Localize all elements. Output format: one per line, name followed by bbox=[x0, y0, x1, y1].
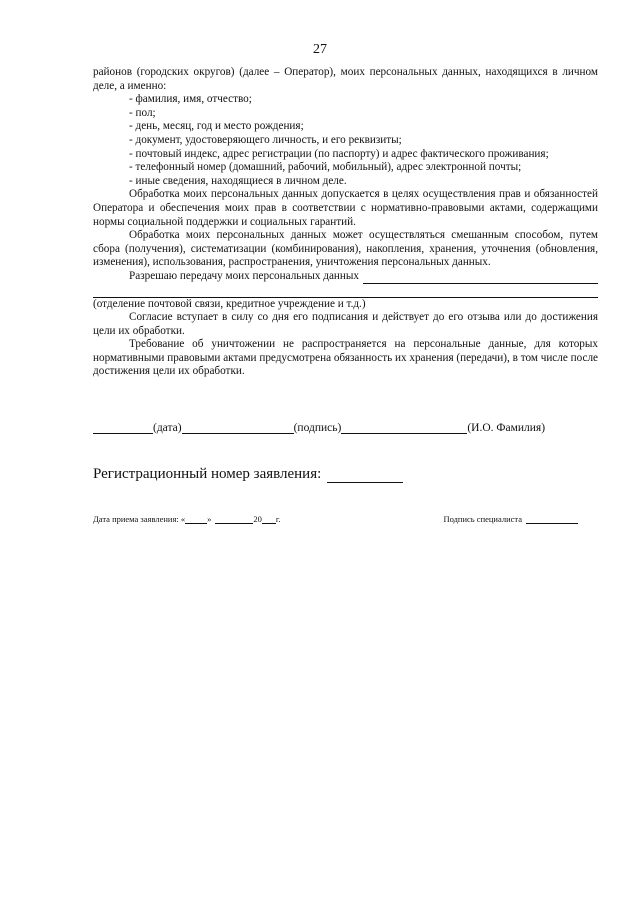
specialist-signature-field[interactable] bbox=[526, 515, 578, 524]
registration-label: Регистрационный номер заявления: bbox=[93, 466, 322, 482]
registration-number-field[interactable] bbox=[327, 468, 403, 483]
signature-field[interactable] bbox=[182, 422, 294, 434]
list-item: - почтовый индекс, адрес регистрации (по паспорту) и адрес фактического проживания; bbox=[129, 147, 549, 160]
signature-label: (подпись) bbox=[293, 422, 342, 434]
list-item: - пол; bbox=[129, 106, 156, 119]
list-item: - иные сведения, находящиеся в личном деле. bbox=[129, 174, 347, 187]
transfer-recipient-field[interactable] bbox=[363, 273, 598, 284]
signature-row bbox=[93, 422, 583, 434]
list-item: - документ, удостоверяющего личность, и его реквизиты; bbox=[129, 133, 402, 146]
receipt-day-field[interactable] bbox=[185, 515, 207, 524]
page-number: 27 bbox=[313, 42, 327, 57]
receipt-month-field[interactable] bbox=[215, 515, 253, 524]
footer bbox=[93, 514, 578, 524]
validity-paragraph: Согласие вступает в силу со дня его подписания и действует до его отзыва или до достижения цели их обработки. bbox=[93, 311, 598, 337]
receipt-date-mid: » bbox=[207, 514, 212, 524]
name-label: (И.О. Фамилия) bbox=[467, 422, 546, 434]
consent-text bbox=[93, 66, 598, 379]
receipt-year-field[interactable] bbox=[262, 515, 276, 524]
receipt-year-suffix: г. bbox=[275, 514, 281, 524]
intro-paragraph: районов (городских округов) (далее – Оператор), моих персональных данных, находящихся в личном деле, а именно: bbox=[93, 66, 598, 92]
processing-paragraph: Обработка моих персональных данных может осуществляться смешанным способом, путем сбора (получения), систематизации (комбинирования), накопления, хранения, уточнения (обновления, изменения), использования, распространения, уничтожения персональных данных. bbox=[93, 229, 598, 269]
list-item: - телефонный номер (домашний, рабочий, мобильный), адрес электронной почты; bbox=[129, 161, 522, 174]
destruction-paragraph: Требование об уничтожении не распространяется на персональные данные, для которых нормативными правовыми актами предусмотрена обязанность их хранения (передачи), в том числе после достижения цели их обработки. bbox=[93, 338, 598, 378]
transfer-consent-line bbox=[93, 270, 598, 284]
receipt-year-prefix: 20 bbox=[253, 514, 262, 524]
list-item: - фамилия, имя, отчество; bbox=[129, 93, 252, 106]
name-field[interactable] bbox=[341, 422, 467, 434]
purpose-paragraph: Обработка моих персональных данных допускается в целях осуществления прав и обязанностей Оператора и обеспечения моих прав в соответствии с нормативно-правовыми актами, содержащими нормы социальной поддержки и социальных гарантий. bbox=[93, 188, 598, 228]
transfer-hint: (отделение почтовой связи, кредитное учреждение и т.д.) bbox=[93, 297, 366, 310]
list-item: - день, месяц, год и место рождения; bbox=[129, 120, 304, 133]
date-field[interactable] bbox=[93, 422, 153, 434]
specialist-signature-label: Подпись специалиста bbox=[443, 514, 522, 524]
receipt-date-label: Дата приема заявления: « bbox=[93, 514, 186, 524]
receipt-date-group bbox=[93, 514, 281, 524]
specialist-signature-group bbox=[443, 514, 578, 524]
transfer-consent-label: Разрешаю передачу моих персональных данных bbox=[129, 269, 360, 282]
transfer-recipient-field-continued[interactable] bbox=[93, 285, 598, 298]
registration-number-row bbox=[93, 466, 403, 483]
date-label: (дата) bbox=[153, 422, 182, 434]
